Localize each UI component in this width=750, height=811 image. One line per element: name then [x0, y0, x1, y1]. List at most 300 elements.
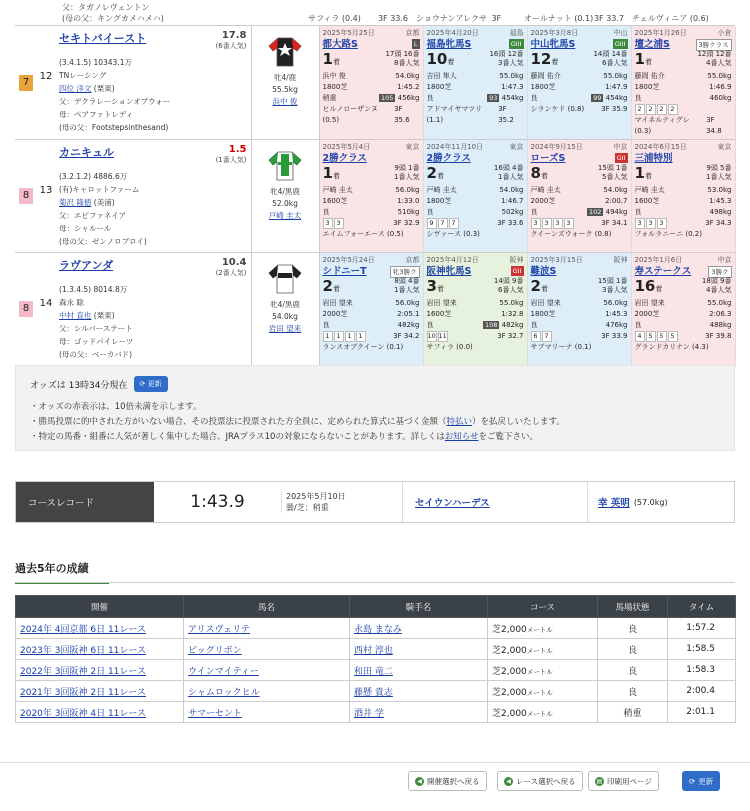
past5-row: [16, 681, 736, 702]
course-record: [15, 481, 735, 523]
race-grade-badge: GII: [616, 154, 626, 162]
horse-number: 12: [37, 26, 55, 140]
waku-number: 8: [19, 301, 33, 317]
field-gate: 18頭 9番: [701, 277, 732, 285]
prev-winner-4: チェルヴィニア (0.6): [632, 14, 709, 23]
track-cond: 良: [530, 321, 538, 329]
back-to-race-label: レース選択へ戻る: [516, 776, 576, 786]
waku-cell: [15, 253, 37, 366]
winner-horse-link[interactable]: ウインマイティー: [188, 666, 259, 677]
race-winner: グランドカリナン (4.3): [634, 343, 709, 351]
race-place: 中山: [613, 29, 628, 37]
field-gate: 17頭 16番: [385, 50, 420, 58]
track-cond: 稍重: [322, 94, 337, 102]
race-winner: クイーンズウォーク (0.8): [530, 230, 612, 238]
past-race-cell[interactable]: 2025年5月25日 京都 都大路S L 1着 17頭 16番 8番人気 浜中 俊 54.0kg 1800芝 1:45.2 稍重 105 456kg ヒルノローザンヌ (0.5) 3F 35.6: [319, 26, 423, 140]
win-time: 1:57.2: [668, 618, 736, 639]
corner-position: 3: [542, 218, 552, 229]
horse-record: (3.4.1.5) 10343.1万: [59, 58, 132, 67]
broodmare-sire: (母の父：ゼンノロブロイ): [59, 237, 147, 246]
corner-position: 11: [438, 332, 447, 340]
waku-number: 7: [19, 75, 33, 91]
horse-weight-rating: 102: [588, 208, 602, 216]
course-record-jockey-weight: (57.0kg): [633, 497, 668, 507]
race-weight: 54.0kg: [603, 186, 628, 194]
corner-position: 5: [646, 331, 656, 342]
win-time: 2:01.1: [668, 702, 736, 723]
race-grade-badge: GIII: [614, 40, 626, 48]
track-cond: 良: [322, 208, 330, 216]
horse-info: [55, 140, 251, 253]
race-time: 2:06.3: [709, 310, 732, 318]
winner-jockey-link[interactable]: 西村 淳也: [354, 645, 393, 656]
waku-cell: [15, 26, 37, 140]
race-distance: 2000芝: [322, 310, 348, 318]
corner-position: 1: [334, 331, 344, 342]
race-popularity: 1番人気: [706, 173, 732, 181]
horse-weight-rating: 108: [484, 321, 498, 329]
race-name-link[interactable]: 阪神牝馬S: [426, 266, 472, 277]
dam: 母：ペアファトレディ: [59, 110, 134, 119]
past-race-cell[interactable]: 2024年6月15日 東京 三浦特別 1着 9頭 5番 1番人気 戸崎 圭太 53.0kg 1600芝 1:45.3 良 498kg 3 3 3 3F 34.3 フォルラニーニ (0.2): [631, 140, 735, 253]
corner-position: 3: [564, 218, 574, 229]
race-popularity: 1番人気: [498, 173, 524, 181]
course-record-date: 2025年5月10日: [286, 492, 346, 501]
back-to-race-button[interactable]: [497, 771, 583, 791]
corner-position: 2: [668, 104, 678, 115]
race-jockey: 岩田 望来: [322, 299, 353, 307]
silk-cell: [251, 253, 319, 366]
horse-name-link[interactable]: セキトバイースト: [59, 32, 147, 45]
winner-jockey-link[interactable]: 酒井 学: [354, 708, 384, 719]
winner-jockey-link[interactable]: 和田 竜二: [354, 666, 393, 677]
corner-position: 3: [646, 218, 656, 229]
finish-place: 8: [530, 164, 541, 182]
race-distance: 1600芝: [426, 310, 452, 318]
race-winner: エイムフォーエース (0.5): [322, 230, 404, 238]
body-weight: 454kg: [605, 94, 628, 102]
win-odds: 1.5: [228, 144, 247, 155]
race-popularity: 3番人気: [602, 286, 628, 294]
jockey-link[interactable]: 岩田 望来: [268, 324, 302, 333]
prev-winner-3: オールナット (0.1): [524, 14, 594, 23]
course-record-jockey-link[interactable]: 幸 英明: [598, 498, 630, 509]
race-winner: フォルラニーニ (0.2): [634, 230, 702, 238]
corner-position: 7: [449, 218, 459, 229]
finish-place: 2: [426, 164, 437, 182]
race-place: 中京: [613, 143, 628, 151]
odds-time-label: オッズは 13時34分現在: [30, 380, 128, 391]
past-race-cell[interactable]: 2025年1月26日 小倉 壇之浦S 3勝クラス 1着 12頭 12番 4番人気 藤岡 佑介 55.0kg 1800芝 1:46.9 良 460kg 2 2 2 2 マイネルティグレ (0.3) 3F 34.8: [631, 26, 735, 140]
body-weight: 476kg: [605, 321, 628, 329]
corner-position: 3: [334, 218, 344, 229]
race-distance: 1600芝: [634, 197, 660, 205]
course-unit: メートル: [526, 709, 553, 718]
past-race-cell[interactable]: 2025年4月12日 阪神 阪神牝馬S GII 3着 14頭 9番 6番人気 岩田 望来 55.0kg 1600芝 1:32.8 良 108 482kg 10 11 3F 32.7 サフィラ (0.0): [423, 253, 527, 366]
arrow-left-icon: ◀: [504, 777, 513, 786]
past5-header-horse: 馬名: [184, 596, 350, 618]
course-record-horse-link[interactable]: セイウンハーデス: [415, 498, 490, 509]
race-place: 京都: [405, 256, 420, 264]
race-place: 阪神: [509, 256, 524, 264]
silk-cell: [251, 26, 319, 140]
race-place: 小倉: [717, 29, 732, 37]
trainer-link[interactable]: 菊沢 隆徳: [59, 198, 92, 207]
kaisai-link[interactable]: 2022年 3回阪神 2日 11レース: [20, 666, 146, 677]
sire: 父：エピファネイア: [59, 211, 126, 220]
sire: 父：シルバーステート: [59, 324, 133, 333]
finish-place: 1: [634, 164, 645, 182]
past-race-cell[interactable]: 2025年4月20日 福島 福島牝馬S GIII 10着 16頭 12番 3番人気 吉田 隼人 55.0kg 1800芝 1:47.3 良 93 454kg アドマイヤマツリ (1.1) 3F 35.2: [423, 26, 527, 140]
last-3f-b: 3F 35.9: [601, 105, 628, 113]
winner-horse-link[interactable]: シャムロックヒル: [188, 687, 260, 698]
kaisai-link[interactable]: 2020年 3回阪神 4日 11レース: [20, 708, 146, 719]
race-popularity: 3番人気: [498, 59, 524, 67]
course: 芝2,000: [492, 687, 527, 698]
race-name-link[interactable]: 難波S: [530, 266, 557, 277]
field-gate: 15頭 1番: [597, 164, 628, 172]
race-distance: 1800芝: [322, 83, 348, 91]
field-gate: 16頭 12番: [489, 50, 524, 58]
race-grade-badge: 3勝クラス: [696, 39, 732, 51]
horse-number: 13: [37, 140, 55, 253]
corner-positions: [531, 331, 553, 342]
owner: TNレーシング: [59, 71, 107, 80]
race-place: 東京: [405, 143, 420, 151]
refresh-icon: ⟳: [689, 776, 696, 786]
last-3f-b: 3F 35.2: [498, 105, 514, 124]
race-winner: サブマリーナ (0.1): [530, 343, 592, 351]
print-page-label: 印刷用ページ: [607, 776, 652, 786]
race-date: 2025年1月26日: [634, 29, 687, 37]
last-3f: 3F 39.8: [705, 332, 732, 340]
race-winner: ランスオブクイーン (0.1): [322, 343, 404, 351]
race-weight: 55.0kg: [707, 299, 732, 307]
winner-jockey-link[interactable]: 藤懸 貴志: [354, 687, 393, 698]
finish-place: 3: [426, 277, 437, 295]
race-time: 2:05.1: [397, 310, 420, 318]
past5-row: [16, 618, 736, 639]
owner: (有)キャロットファーム: [59, 185, 140, 194]
refresh-icon: ⟳: [139, 380, 148, 388]
race-jockey: 藤岡 佑介: [530, 72, 561, 80]
track-condition: 良: [598, 681, 668, 702]
race-time: 1:45.3: [605, 310, 628, 318]
race-jockey: 浜中 俊: [322, 72, 346, 80]
body-weight: 454kg: [501, 94, 524, 102]
track-cond: 良: [426, 321, 434, 329]
corner-positions: [427, 218, 460, 229]
odds-note-1: ・オッズの赤表示は、10倍未満を示します。: [30, 402, 202, 412]
race-popularity: 1番人気: [394, 173, 420, 181]
track-condition: 稍重: [598, 702, 668, 723]
corner-position: 1: [356, 331, 366, 342]
race-name-link[interactable]: 2勝クラス: [322, 153, 367, 164]
race-date: 2024年6月15日: [634, 143, 687, 151]
past-race-cell[interactable]: 2024年11月10日 東京 2勝クラス 2着 16頭 4番 1番人気 戸崎 圭太 54.0kg 1800芝 1:46.7 良 502kg 9 7 7 3F 33.6 シヴァース (0.3): [423, 140, 527, 253]
corner-position: 4: [635, 331, 645, 342]
odds-update-label: 更新: [147, 380, 162, 388]
track-cond: 良: [426, 94, 434, 102]
dam: 母：シャルール: [59, 224, 112, 233]
race-date: 2025年4月20日: [426, 29, 479, 37]
corner-position: 7: [438, 218, 448, 229]
body-weight: 482kg: [501, 321, 524, 329]
course-unit: メートル: [526, 667, 553, 676]
past5-header-kaisai: 開催: [16, 596, 184, 618]
race-popularity: 6番人気: [602, 59, 628, 67]
winner-horse-link[interactable]: ビッグリボン: [188, 645, 242, 656]
race-weight: 56.0kg: [395, 299, 420, 307]
race-name-link[interactable]: 寿ステークス: [634, 266, 692, 277]
race-grade-badge: GIII: [510, 40, 522, 48]
race-jockey: 戸崎 圭太: [426, 186, 457, 194]
finish-place: 1: [322, 164, 333, 182]
popularity: (2番人気): [215, 269, 247, 277]
race-weight: 55.0kg: [499, 299, 524, 307]
corner-position: 2: [646, 104, 656, 115]
past-race-cell[interactable]: 2025年5月24日 京都 シドニーT 牝3勝ク 2着 8頭 4番 1番人気 岩田 望来 56.0kg 2000芝 2:05.1 良 482kg 1 1 1 1 3F 34.2 ランスオブクイーン (0.1): [319, 253, 423, 366]
race-weight: 56.0kg: [395, 186, 420, 194]
course-record-time: 1:43.9: [190, 492, 245, 512]
finish-place: 12: [530, 50, 552, 68]
sex-age: 牝4/鹿: [273, 73, 297, 82]
race-date: 2025年3月8日: [530, 29, 579, 37]
race-distance: 1600芝: [322, 197, 348, 205]
odds-note-3-text: ・特定の馬番・組番に人気が著しく集中した場合、JRAプラス10の対象にならないことがあります。詳しくは: [30, 432, 445, 442]
win-odds: 10.4: [221, 257, 247, 268]
horse-info: [55, 26, 251, 140]
back-to-kaisai-button[interactable]: [408, 771, 487, 791]
race-name-link[interactable]: 2勝クラス: [426, 153, 471, 164]
race-jockey: 吉田 隼人: [426, 72, 457, 80]
race-name-link[interactable]: 壇之浦S: [634, 39, 670, 50]
race-place: 東京: [717, 143, 732, 151]
corner-position: 3: [553, 218, 563, 229]
corner-position: 10: [427, 332, 436, 340]
race-name-link[interactable]: 中山牝馬S: [530, 39, 576, 50]
odds-note-2-text: ・勝馬投票に的中された方がいない場合、その投票法に投票された方全員に、定められた算式に基づく金額（: [30, 417, 447, 427]
race-time: 1:45.3: [709, 197, 732, 205]
horse-name-link[interactable]: ラヴアンダ: [59, 259, 114, 272]
race-jockey: 戸崎 圭太: [530, 186, 561, 194]
race-jockey: 藤岡 佑介: [634, 72, 665, 80]
update-label: 更新: [698, 776, 714, 786]
race-popularity: 1番人気: [394, 286, 420, 294]
print-page-button[interactable]: [588, 771, 659, 791]
course-unit: メートル: [526, 688, 553, 697]
race-place: 中京: [717, 256, 732, 264]
odds-info-box: [15, 365, 735, 451]
last-3f-b: 3F 34.8: [706, 116, 722, 135]
prev-f3-2: 3F: [491, 14, 502, 23]
owner: 森永 聡: [59, 298, 84, 307]
winner-jockey-link[interactable]: 永島 まなみ: [354, 624, 402, 635]
race-name-link[interactable]: 福島牝馬S: [426, 39, 472, 50]
jockey-link[interactable]: 戸崎 圭太: [268, 211, 302, 220]
past5-row: [16, 639, 736, 660]
race-distance: 1800芝: [530, 83, 556, 91]
prev-bms: (母の父：キングカメハメハ): [62, 14, 164, 23]
horse-row: [15, 253, 735, 366]
field-gate: 12頭 12番: [697, 50, 732, 58]
horse-number: 14: [37, 253, 55, 366]
past-race-cell[interactable]: 2024年9月15日 中京 ローズS GII 8着 15頭 1番 5番人気 戸崎 圭太 54.0kg 2000芝 2:00.7 良 102 494kg 3 3 3 3 3F 34.1 クイーンズウォーク (0.8): [527, 140, 631, 253]
race-distance: 1800芝: [634, 83, 660, 91]
body-weight: 482kg: [397, 321, 420, 329]
past-race-cell[interactable]: 2025年5月4日 東京 2勝クラス 1着 9頭 1番 1番人気 戸崎 圭太 56.0kg 1600芝 1:33.0 良 510kg 3 3 3F 32.9 エイムフォーエース (0.5): [319, 140, 423, 253]
race-name-link[interactable]: シドニーT: [322, 266, 367, 277]
past-race-cell[interactable]: 2025年3月15日 阪神 難波S 2着 15頭 1番 3番人気 岩田 望来 56.0kg 1800芝 1:45.3 良 476kg 6 7 3F 33.9 サブマリーナ (0.1): [527, 253, 631, 366]
race-place: 阪神: [613, 256, 628, 264]
race-grade-badge: L: [413, 40, 418, 48]
kaisai-link[interactable]: 2021年 3回阪神 2日 11レース: [20, 687, 146, 698]
broodmare-sire: (母の父：ベーカバド): [59, 350, 133, 359]
race-winner: アドマイヤマツリ (1.1): [426, 105, 483, 124]
popularity: (1番人気): [215, 156, 247, 164]
past5-header-time: タイム: [668, 596, 736, 618]
jockey-silk-icon: [268, 261, 302, 295]
race-date: 2024年9月15日: [530, 143, 583, 151]
race-time: 1:46.9: [709, 83, 732, 91]
race-name-link[interactable]: 三浦特別: [634, 153, 673, 164]
race-weight: 54.0kg: [499, 186, 524, 194]
body-weight: 498kg: [709, 208, 732, 216]
tokubarai-link[interactable]: 特払い: [446, 417, 473, 427]
track-condition: 良: [598, 639, 668, 660]
race-grade-badge: GII: [512, 267, 522, 275]
field-gate: 14頭 9番: [493, 277, 524, 285]
body-weight: 460kg: [709, 94, 732, 102]
oshirase-link[interactable]: お知らせ: [444, 432, 479, 442]
race-date: 2025年3月15日: [530, 256, 583, 264]
race-name-link[interactable]: 都大路S: [322, 39, 358, 50]
kaisai-link[interactable]: 2023年 3回阪神 6日 11レース: [20, 645, 146, 656]
race-jockey: 岩田 望来: [634, 299, 665, 307]
corner-position: 2: [635, 104, 645, 115]
race-distance: 1800芝: [426, 197, 452, 205]
race-weight: 55.0kg: [707, 72, 732, 80]
winner-horse-link[interactable]: サマーセント: [188, 708, 242, 719]
dam: 母：ゴッドパイレーツ: [59, 337, 134, 346]
corner-positions: [531, 218, 575, 229]
track-cond: 良: [530, 208, 538, 216]
prev-winner-1: サフィラ (0.4): [308, 14, 361, 23]
race-winner: シランケド (0.8): [530, 105, 585, 113]
entry-table: [15, 26, 736, 366]
course-record-label: コースレコード: [16, 482, 154, 522]
broodmare-sire: (母の父：Footstepsinthesand): [59, 123, 169, 132]
corner-position: 6: [531, 331, 541, 342]
trainer-link[interactable]: 四位 洋文: [59, 84, 92, 93]
last-3f: 3F 32.9: [393, 219, 420, 227]
course: 芝2,000: [492, 708, 527, 719]
prev-winner-2: ショウナンアレクサ: [416, 14, 487, 23]
body-weight: 488kg: [709, 321, 732, 329]
winner-horse-link[interactable]: アリスヴェリテ: [188, 624, 250, 635]
arrow-left-icon: ◀: [415, 777, 424, 786]
horse-info: [55, 253, 251, 366]
print-icon: ▤: [596, 777, 603, 785]
field-gate: 8頭 4番: [394, 277, 420, 285]
win-time: 1:58.5: [668, 639, 736, 660]
horse-row: [15, 140, 735, 253]
last-3f: 3F 34.3: [705, 219, 732, 227]
field-gate: 9頭 5番: [706, 164, 732, 172]
past5-table: [15, 595, 736, 723]
corner-position: 2: [657, 104, 667, 115]
past5-row: [16, 702, 736, 723]
corner-positions: [635, 331, 679, 342]
race-date: 2025年5月25日: [322, 29, 375, 37]
horse-record: (3.2.1.2) 4886.6万: [59, 172, 128, 181]
race-weight: 54.0kg: [395, 72, 420, 80]
race-date: 2024年11月10日: [426, 143, 484, 151]
race-time: 1:46.7: [501, 197, 524, 205]
odds-block: [216, 144, 247, 165]
popularity: (6番人気): [215, 42, 247, 50]
odds-note-2: [30, 415, 720, 430]
corner-position: 9: [427, 218, 437, 229]
track-condition: 良: [598, 618, 668, 639]
race-name-link[interactable]: ローズS: [530, 153, 566, 164]
race-popularity: 4番人気: [706, 59, 732, 67]
past-race-cell[interactable]: 2025年1月6日 中京 寿ステークス 3勝ク 16着 18頭 9番 4番人気 岩田 望来 55.0kg 2000芝 2:06.3 良 488kg 4 5 5 5 3F 39.8 グランドカリナン (4.3): [631, 253, 735, 366]
race-popularity: 6番人気: [498, 286, 524, 294]
past5-header-jockey: 騎手名: [350, 596, 488, 618]
race-distance: 1800芝: [426, 83, 452, 91]
prev-f3-3: 3F 33.7: [593, 14, 624, 23]
last-3f: 3F 33.6: [497, 219, 524, 227]
body-weight: 456kg: [397, 94, 420, 102]
kaisai-link[interactable]: 2024年 4回京都 6日 11レース: [20, 624, 146, 635]
past-race-cell[interactable]: 2025年3月8日 中山 中山牝馬S GIII 12着 14頭 14番 6番人気 藤岡 佑介 55.0kg 1800芝 1:47.9 良 99 454kg シランケド (0.8) 3F 35.9: [527, 26, 631, 140]
track-cond: 良: [634, 208, 642, 216]
last-3f: 3F 34.2: [393, 332, 420, 340]
update-button[interactable]: [682, 771, 720, 791]
race-weight: 56.0kg: [603, 299, 628, 307]
jockey-silk-icon: [268, 34, 302, 68]
race-time: 1:47.9: [605, 83, 628, 91]
track-cond: 良: [530, 94, 538, 102]
last-3f: 3F 34.1: [601, 219, 628, 227]
race-weight: 53.0kg: [707, 186, 732, 194]
odds-note-3-tail: をご覧下さい。: [478, 432, 539, 442]
odds-update-button[interactable]: [134, 376, 168, 392]
course: 芝2,000: [492, 666, 527, 677]
race-place: 福島: [509, 29, 524, 37]
race-date: 2025年5月24日: [322, 256, 375, 264]
sex-age: 牝4/黒鹿: [270, 187, 300, 196]
jockey-link[interactable]: 浜中 俊: [272, 97, 298, 106]
trainer-link[interactable]: 中村 直也: [59, 311, 92, 320]
waku-cell: [15, 140, 37, 253]
course-unit: メートル: [526, 646, 553, 655]
race-grade-badge: 3勝ク: [708, 266, 731, 278]
win-time: 2:00.4: [668, 681, 736, 702]
finish-place: 16: [634, 277, 656, 295]
track-cond: 良: [634, 321, 642, 329]
corner-positions: [635, 218, 668, 229]
race-popularity: 5番人気: [602, 173, 628, 181]
horse-name-link[interactable]: カニキュル: [59, 146, 114, 159]
race-popularity: 4番人気: [706, 286, 732, 294]
silk-cell: [251, 140, 319, 253]
corner-positions: [323, 331, 367, 342]
race-winner: シヴァース (0.3): [426, 230, 480, 238]
previous-horse-row-partial: [15, 0, 735, 26]
race-place: 京都: [405, 29, 420, 37]
